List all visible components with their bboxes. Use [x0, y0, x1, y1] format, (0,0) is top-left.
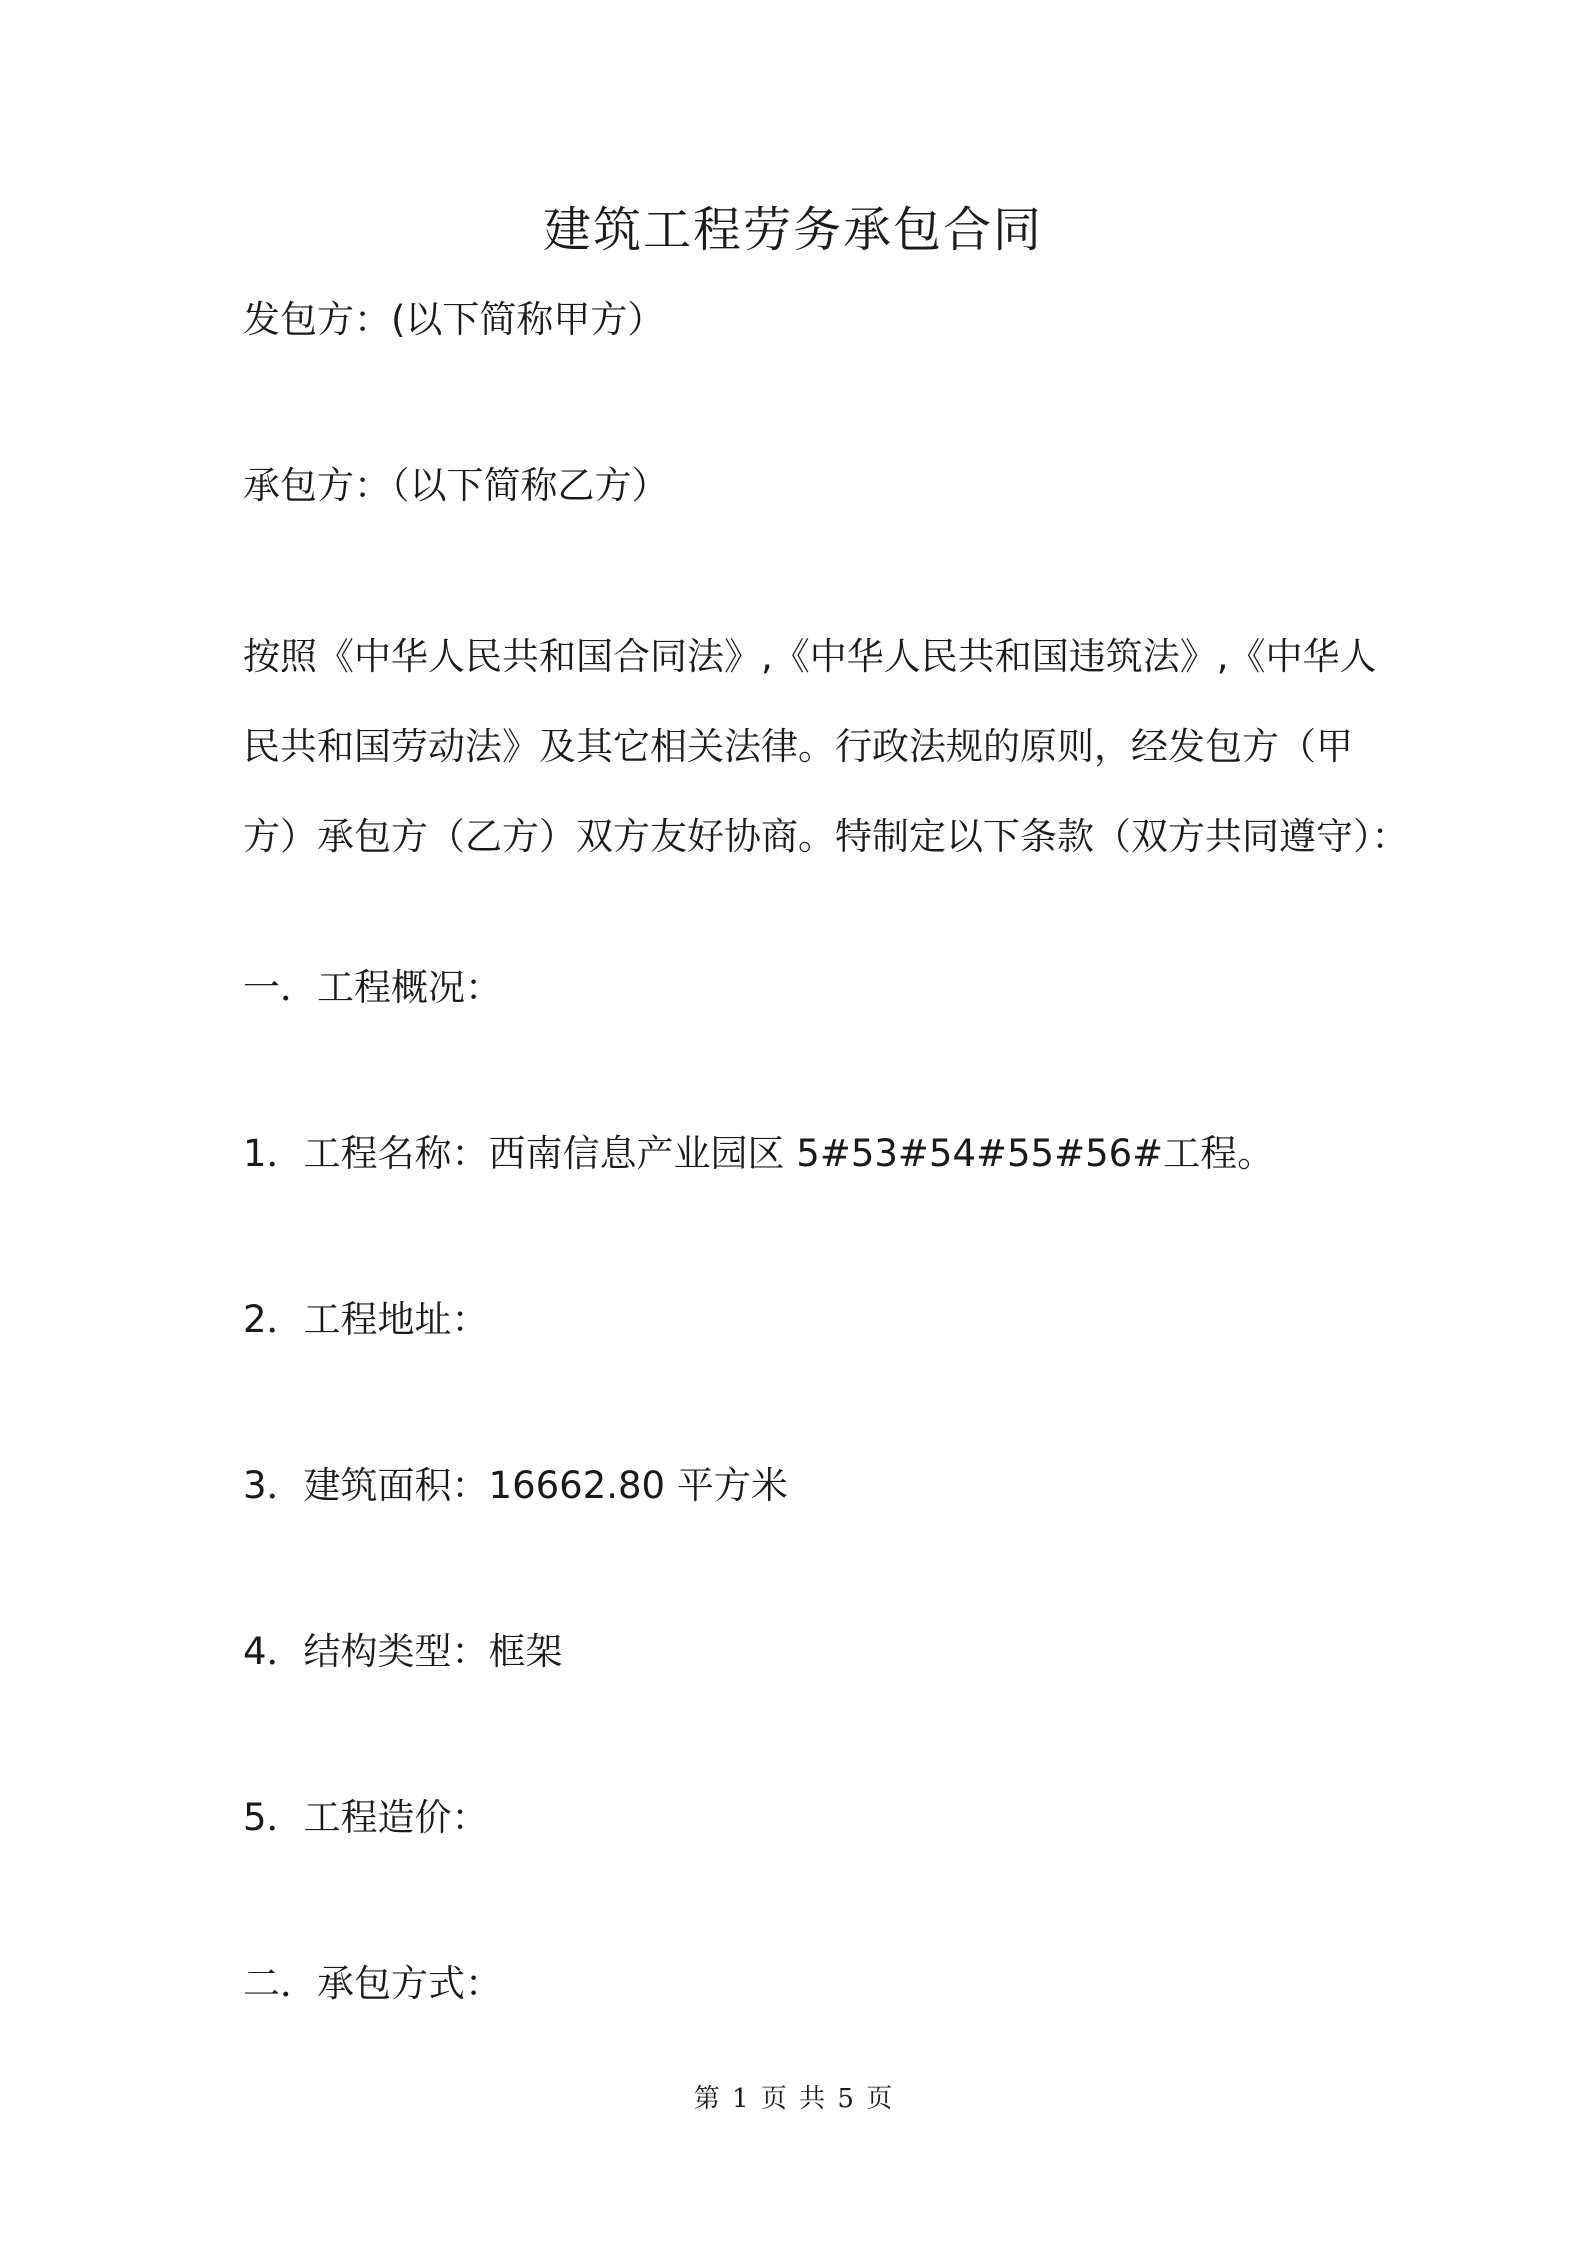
document-title: 建筑工程劳务承包合同 [542, 202, 1043, 258]
item-structure-type: 4．结构类型：框架 [243, 1630, 563, 1673]
item-building-area: 3．建筑面积：16662.80 平方米 [243, 1464, 788, 1507]
item-project-address: 2．工程地址： [243, 1298, 489, 1341]
section-1-heading: 一．工程概况： [243, 966, 502, 1009]
page-number-footer: 第 1 页 共 5 页 [693, 2084, 893, 2114]
party-b-line: 承包方：（以下简称乙方） [243, 464, 669, 507]
preamble-line-1: 按照《中华人民共和国合同法》,《中华人民共和国违筑法》,《中华人 [243, 635, 1377, 678]
preamble-line-2: 民共和国劳动法》及其它相关法律。行政法规的原则，经发包方（甲 [243, 725, 1353, 768]
party-a-line: 发包方：(以下简称甲方） [243, 298, 665, 341]
preamble-paragraph [243, 612, 1409, 882]
item-project-cost: 5．工程造价： [243, 1796, 489, 1839]
item-project-name: 1．工程名称：西南信息产业园区 5#53#54#55#56#工程。 [243, 1132, 1275, 1175]
preamble-line-3: 方）承包方（乙方）双方友好协商。特制定以下条款（双方共同遵守）： [243, 815, 1409, 858]
section-2-heading: 二．承包方式： [243, 1962, 502, 2005]
